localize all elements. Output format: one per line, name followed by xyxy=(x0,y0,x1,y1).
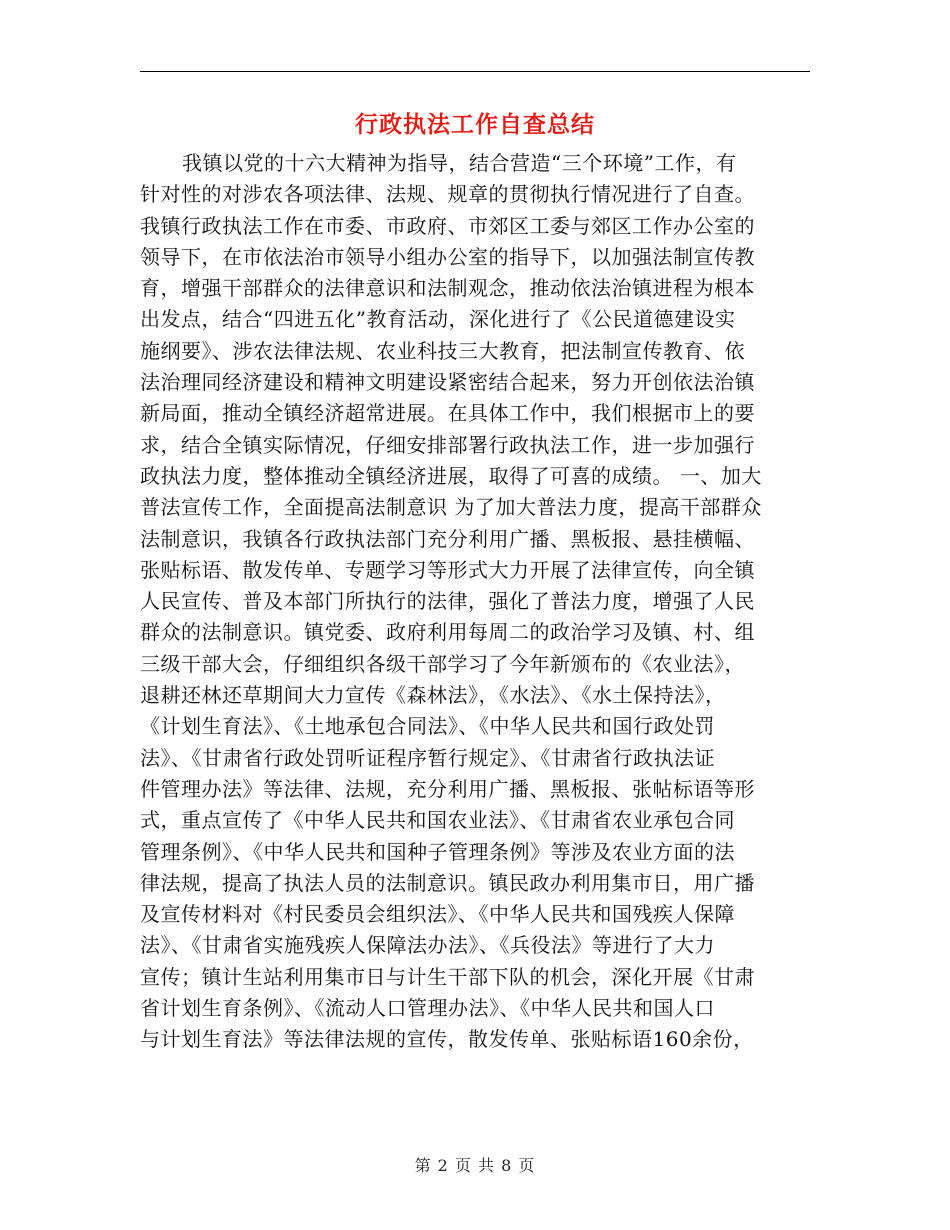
page-number: 第 2 页 共 8 页 xyxy=(414,1156,536,1175)
body-line: 群众的法制意识。镇党委、政府利用每周二的政治学习及镇、村、组 xyxy=(140,620,755,645)
body-line: 新局面，推动全镇经济超常进展。在具体工作中，我们根据市上的要 xyxy=(140,401,755,426)
body-line: 退耕还林还草期间大力宣传《森林法》，《水法》、《水土保持法》， xyxy=(140,683,726,708)
header-rule xyxy=(140,71,810,72)
body-line: 出发点，结合“四进五化”教育活动，深化进行了《公民道德建设实 xyxy=(140,307,736,332)
body-line: 我镇以党的十六大精神为指导，结合营造“三个环境”工作，有 xyxy=(182,151,737,175)
body-line: 与计划生育法》等法律法规的宣传，散发传单、张贴标语160余份， xyxy=(140,1027,754,1052)
body-line: 三级干部大会，仔细组织各级干部学习了今年新颁布的《农业法》， xyxy=(140,651,745,676)
body-line: 法治理同经济建设和精神文明建设紧密结合起来，努力开创依法治镇 xyxy=(140,370,755,395)
body-line: 针对性的对涉农各项法律、法规、规章的贯彻执行情况进行了自查。 xyxy=(140,182,755,207)
body-line: 法》、《甘肃省实施残疾人保障法办法》、《兵役法》等进行了大力 xyxy=(140,933,715,958)
body-line: 张贴标语、散发传单、专题学习等形式大力开展了法律宣传，向全镇 xyxy=(140,557,755,582)
body-line: 施纲要》、涉农法律法规、农业科技三大教育，把法制宣传教育、依 xyxy=(140,338,745,363)
body-line: 省计划生育条例》、《流动人口管理办法》、《中华人民共和国人口 xyxy=(140,996,715,1021)
body-line: 人民宣传、普及本部门所执行的法律，强化了普法力度，增强了人民 xyxy=(140,589,755,614)
body-line: 及宣传材料对《村民委员会组织法》、《中华人民共和国残疾人保障 xyxy=(140,902,735,927)
body-line: 件管理办法》等法律、法规，充分利用广播、黑板报、张帖标语等形 xyxy=(140,776,755,801)
body-line: 式，重点宣传了《中华人民共和国农业法》、《甘肃省农业承包合同 xyxy=(140,808,735,833)
body-line: 政执法力度，整体推动全镇经济进展，取得了可喜的成绩。 一、加大 xyxy=(140,463,762,488)
body-line: 管理条例》、《中华人民共和国种子管理条例》等涉及农业方面的法 xyxy=(140,839,735,864)
body-line: 普法宣传工作，全面提高法制意识 为了加大普法力度，提高干部群众 xyxy=(140,495,762,520)
body-line: 《计划生育法》、《土地承包合同法》、《中华人民共和国行政处罚 xyxy=(140,714,715,739)
body-line: 法》、《甘肃省行政处罚听证程序暂行规定》、《甘肃省行政执法证 xyxy=(140,745,715,770)
body-line: 领导下，在市依法治市领导小组办公室的指导下，以加强法制宣传教 xyxy=(140,244,755,269)
body-line: 宣传；镇计生站利用集市日与计生干部下队的机会，深化开展《甘肃 xyxy=(140,964,755,989)
body-line: 律法规，提高了执法人员的法制意识。镇民政办利用集市日，用广播 xyxy=(140,870,755,895)
body-line: 求，结合全镇实际情况，仔细安排部署行政执法工作，进一步加强行 xyxy=(140,432,755,457)
body-line: 我镇行政执法工作在市委、市政府、市郊区工委与郊区工作办公室的 xyxy=(140,213,755,238)
document-body xyxy=(140,148,810,1056)
body-line: 育，增强干部群众的法律意识和法制观念，推动依法治镇进程为根本 xyxy=(140,276,755,301)
document-title: 行政执法工作自查总结 xyxy=(355,111,595,138)
body-line: 法制意识，我镇各行政执法部门充分利用广播、黑板报、悬挂横幅、 xyxy=(140,526,755,551)
